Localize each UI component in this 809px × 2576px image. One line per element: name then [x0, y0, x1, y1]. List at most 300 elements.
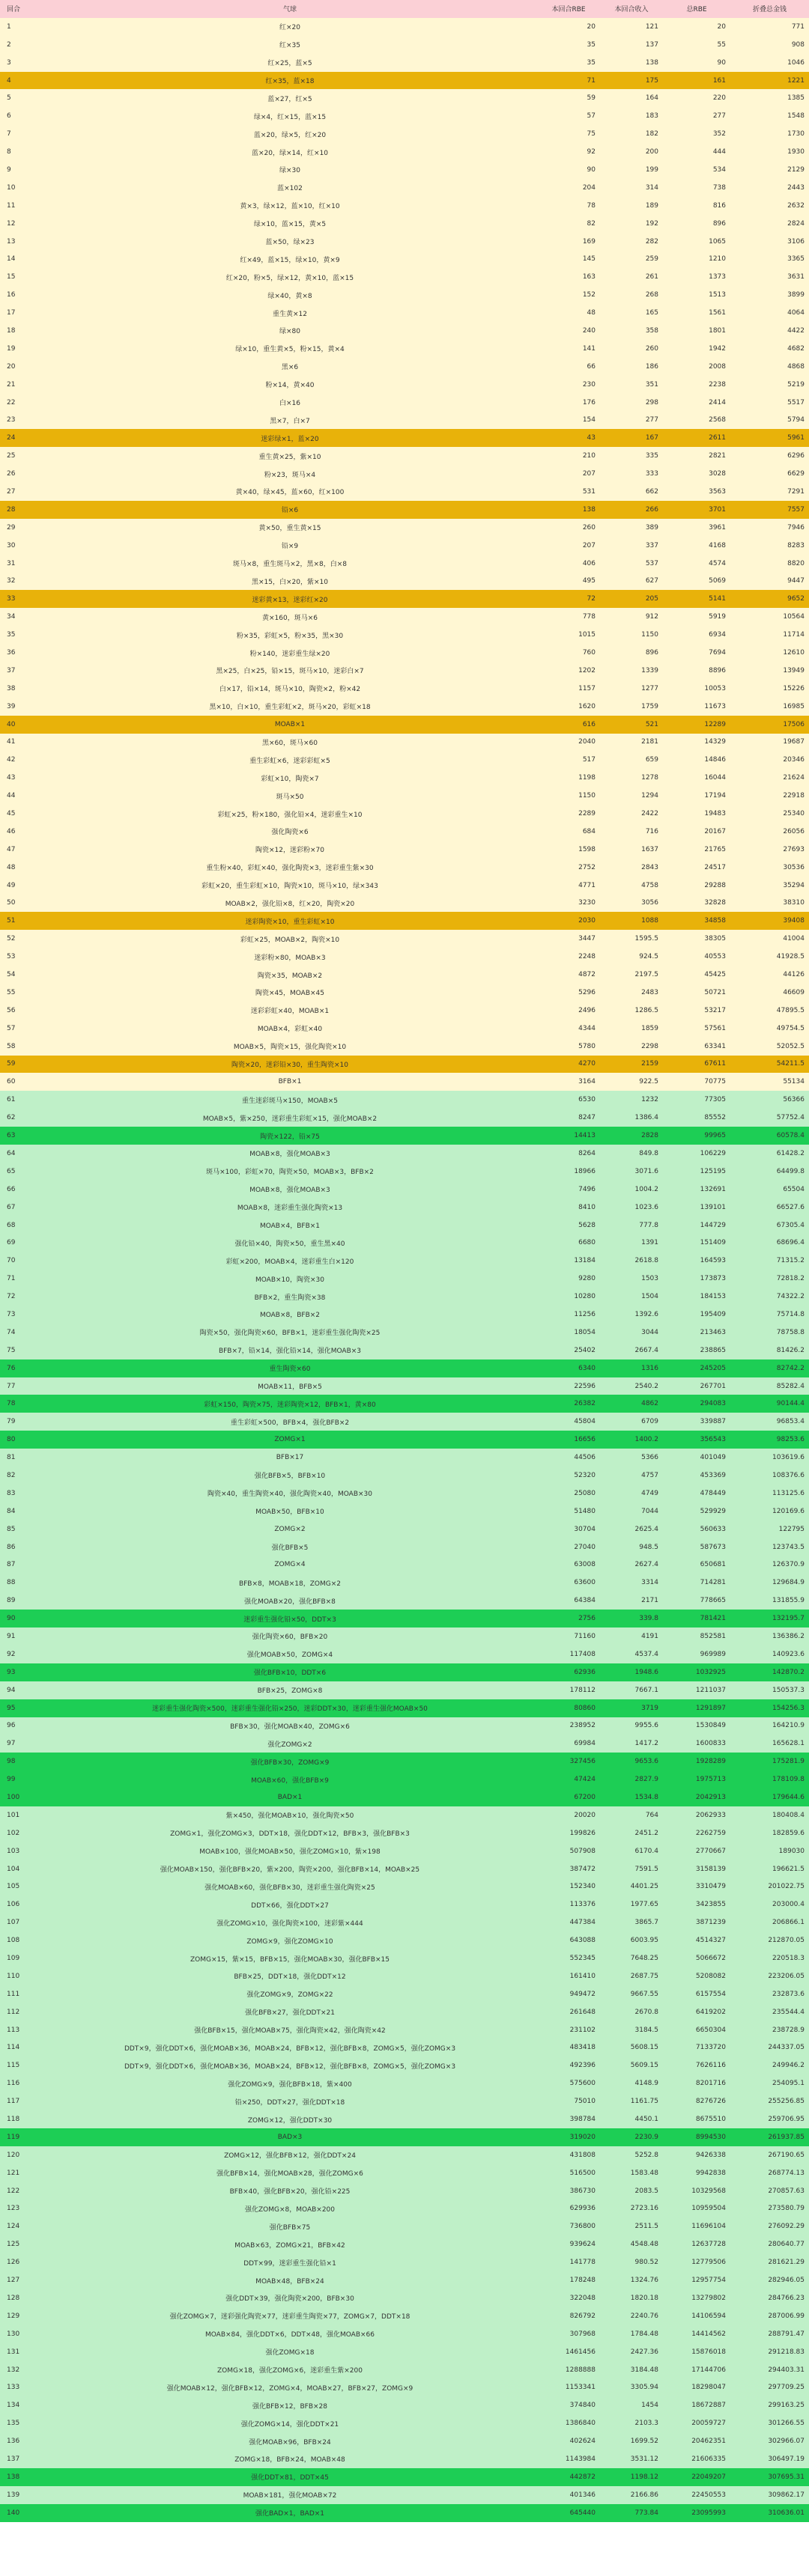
cell-total-cash: 238728.9 [772, 2026, 805, 2034]
cell-round-rbe: 230 [582, 380, 596, 389]
cell-bloons: 红×49，蓝×15，绿×10，黄×9 [240, 256, 340, 264]
cell-bloons: 强化BFB×75 [269, 2223, 311, 2232]
cell-round-income: 277 [645, 416, 658, 424]
cell-round-rbe: 307968 [569, 2330, 596, 2338]
cell-round-rbe: 80860 [574, 1704, 596, 1712]
cell-bloons: 绿×80 [279, 328, 300, 336]
cell-round-rbe: 82 [587, 219, 596, 228]
table-row [0, 2271, 809, 2289]
cell-bloons: ZOMG×9，强化ZOMG×10 [246, 1937, 333, 1946]
cell-total-rbe: 12637728 [691, 2241, 726, 2249]
cell-round-income: 2511.5 [634, 2223, 658, 2231]
cell-round: 26 [7, 470, 16, 478]
cell-bloons: 粉×23，斑马×4 [264, 471, 316, 479]
table-row [0, 984, 809, 1002]
cell-round: 2 [7, 40, 11, 49]
cell-total-rbe: 2262759 [695, 1829, 726, 1837]
cell-total-rbe: 164593 [700, 1257, 726, 1265]
cell-round-income: 9653.6 [634, 1758, 658, 1766]
cell-round: 76 [7, 1364, 16, 1372]
cell-total-rbe: 213463 [700, 1328, 726, 1336]
cell-bloons: 黄×160，斑马×6 [262, 614, 318, 622]
cell-total-cash: 281621.29 [768, 2259, 805, 2267]
cell-total-rbe: 38305 [704, 935, 726, 943]
cell-round: 93 [7, 1668, 16, 1676]
cell-round-rbe: 67200 [574, 1794, 596, 1801]
cell-round-rbe: 402624 [569, 2438, 596, 2446]
cell-round: 66 [7, 1185, 16, 1193]
cell-round-income: 2171 [641, 1597, 658, 1605]
cell-round-rbe: 154 [582, 416, 596, 424]
header-total-cash: 折叠总金钱 [730, 0, 809, 18]
cell-total-rbe: 356543 [700, 1436, 726, 1444]
cell-total-rbe: 14106594 [691, 2312, 726, 2320]
table-row [0, 2003, 809, 2021]
cell-total-rbe: 161 [712, 76, 726, 85]
cell-total-cash: 82742.2 [776, 1364, 805, 1372]
cell-total-rbe: 4574 [709, 559, 726, 567]
cell-round-rbe: 22596 [574, 1382, 596, 1390]
cell-bloons: 彩虹×10，陶瓷×7 [261, 775, 319, 783]
cell-total-cash: 154256.3 [772, 1704, 805, 1712]
cell-round-rbe: 1157 [578, 684, 596, 692]
cell-total-cash: 268774.13 [768, 2169, 805, 2177]
cell-round: 122 [7, 2187, 20, 2195]
cell-total-rbe: 3701 [709, 505, 726, 514]
table-row [0, 662, 809, 680]
cell-bloons: 斑马×50 [276, 793, 304, 801]
table-row [0, 268, 809, 286]
cell-bloons: MOAB×8，迷彩重生强化陶瓷×13 [237, 1205, 343, 1213]
cell-total-cash: 8820 [787, 559, 805, 567]
cell-round: 110 [7, 1972, 20, 1980]
cell-total-cash: 3106 [787, 237, 805, 246]
table-row [0, 841, 809, 859]
table-row [0, 680, 809, 698]
cell-total-rbe: 8276726 [695, 2098, 726, 2106]
cell-round: 113 [7, 2026, 20, 2034]
cell-round-income: 4450.1 [634, 2116, 658, 2124]
cell-round-rbe: 6680 [578, 1239, 596, 1247]
cell-total-rbe: 529929 [700, 1507, 726, 1515]
cell-round-rbe: 387472 [569, 1865, 596, 1873]
cell-total-cash: 4682 [787, 344, 805, 353]
cell-round-income: 4757 [641, 1471, 658, 1479]
table-row [0, 751, 809, 769]
cell-round-income: 205 [645, 595, 658, 603]
cell-bloons: 粉×14，黄×40 [265, 382, 315, 390]
table-row [0, 1377, 809, 1395]
cell-total-rbe: 9942838 [695, 2169, 726, 2177]
cell-round-income: 4758 [641, 881, 658, 889]
cell-bloons: 红×20，粉×5，绿×12，黄×10，蓝×15 [225, 274, 354, 282]
cell-round: 3 [7, 58, 11, 67]
cell-total-rbe: 29288 [704, 881, 726, 889]
cell-round-income: 1504 [641, 1293, 658, 1301]
header-total-rbe: 总RBE [663, 0, 730, 18]
cell-bloons: BFB×17 [276, 1454, 304, 1462]
cell-round-income: 4749 [641, 1489, 658, 1497]
cell-total-rbe: 24517 [704, 863, 726, 871]
cell-bloons: 强化BFB×5 [271, 1544, 309, 1553]
cell-total-rbe: 1210 [709, 255, 726, 264]
cell-round: 57 [7, 1024, 16, 1032]
cell-bloons: 紫×450，强化MOAB×10，强化陶瓷×50 [225, 1812, 354, 1821]
cell-round-rbe: 406 [582, 559, 596, 567]
cell-round: 11 [7, 201, 16, 210]
cell-round-income: 2827.9 [634, 1776, 658, 1784]
cell-round-rbe: 20 [587, 22, 596, 31]
table-row [0, 2039, 809, 2057]
cell-total-cash: 46609 [783, 988, 805, 996]
cell-round-rbe: 18966 [574, 1167, 596, 1175]
cell-round-rbe: 319020 [569, 2133, 596, 2141]
cell-round: 21 [7, 380, 16, 389]
cell-round-income: 337 [645, 541, 658, 549]
cell-round-income: 1759 [641, 702, 658, 710]
cell-round-income: 1324.76 [630, 2277, 658, 2285]
table-row [0, 895, 809, 913]
cell-round-rbe: 401346 [569, 2491, 596, 2499]
cell-total-cash: 276092.29 [768, 2223, 805, 2231]
cell-round: 53 [7, 953, 16, 961]
cell-total-cash: 71315.2 [776, 1257, 805, 1265]
table-row [0, 447, 809, 465]
cell-round: 37 [7, 666, 16, 675]
cell-round-income: 849.8 [639, 1149, 658, 1157]
cell-bloons: 黑×6 [281, 364, 299, 372]
cell-bloons: 彩虹×20，重生彩虹×10，陶瓷×10，斑马×10，绿×343 [202, 883, 378, 891]
cell-total-cash: 132195.7 [772, 1615, 805, 1623]
cell-total-rbe: 22450553 [691, 2491, 726, 2499]
cell-bloons: 强化BFB×14，强化MOAB×28，强化ZOMG×6 [216, 2170, 363, 2178]
cell-total-rbe: 1530849 [695, 1722, 726, 1730]
table-row [0, 179, 809, 197]
cell-total-cash: 55134 [783, 1078, 805, 1086]
cell-total-cash: 206866.1 [772, 1919, 805, 1927]
cell-round-rbe: 75 [587, 130, 596, 138]
cell-round: 59 [7, 1060, 16, 1068]
cell-round-rbe: 69984 [574, 1740, 596, 1748]
cell-total-rbe: 2568 [709, 416, 726, 424]
cell-bloons: 陶瓷×40，重生陶瓷×40，强化陶瓷×40，MOAB×30 [207, 1491, 372, 1499]
cell-total-cash: 1221 [787, 76, 805, 85]
cell-bloons: 迷彩重生强化陶瓷×500，迷彩重生强化铅×250，迷彩DDT×30，迷彩重生强化MOAB×50 [152, 1705, 428, 1714]
cell-total-cash: 44126 [783, 971, 805, 979]
cell-round-rbe: 141 [582, 344, 596, 353]
cell-round-rbe: 826792 [569, 2312, 596, 2320]
table-row [0, 1931, 809, 1949]
cell-round-income: 175 [645, 76, 658, 85]
cell-total-rbe: 714281 [700, 1579, 726, 1587]
cell-round-income: 7044 [641, 1507, 658, 1515]
cell-round-income: 6003.95 [630, 1937, 658, 1945]
cell-total-cash: 203000.4 [772, 1901, 805, 1909]
cell-round-rbe: 178248 [569, 2277, 596, 2285]
cell-round-rbe: 63600 [574, 1579, 596, 1587]
cell-total-rbe: 534 [712, 165, 726, 174]
cell-bloons: 白×16 [279, 400, 300, 408]
cell-round-rbe: 629936 [569, 2205, 596, 2213]
cell-total-cash: 30536 [783, 863, 805, 871]
cell-bloons: MOAB×8，BFB×2 [259, 1312, 321, 1320]
cell-round-income: 3184.48 [630, 2366, 658, 2374]
cell-round-rbe: 9280 [578, 1275, 596, 1283]
cell-round: 92 [7, 1650, 16, 1658]
cell-round-rbe: 78 [587, 201, 596, 210]
cell-round-income: 1583.48 [630, 2169, 658, 2177]
table-row [0, 877, 809, 895]
cell-round-rbe: 6530 [578, 1096, 596, 1104]
cell-round-rbe: 2289 [578, 810, 596, 818]
cell-bloons: 彩虹×200，MOAB×4，迷彩重生白×120 [225, 1258, 354, 1266]
cell-total-rbe: 144729 [700, 1221, 726, 1229]
table-row [0, 2361, 809, 2379]
cell-total-rbe: 55 [717, 40, 726, 49]
cell-bloons: MOAB×4，BFB×1 [259, 1222, 321, 1230]
table-row [0, 537, 809, 555]
cell-total-rbe: 245205 [700, 1364, 726, 1372]
cell-total-rbe: 2821 [709, 452, 726, 460]
cell-round: 117 [7, 2098, 20, 2106]
cell-bloons: 强化BFB×15，强化MOAB×75，强化陶瓷×42，强化陶瓷×42 [194, 2027, 386, 2035]
cell-total-rbe: 9426338 [695, 2151, 726, 2159]
cell-bloons: 黑×60，斑马×60 [262, 739, 318, 747]
cell-round-rbe: 90 [587, 165, 596, 174]
cell-round-income: 2083.5 [634, 2187, 658, 2195]
cell-total-cash: 16985 [783, 702, 805, 710]
cell-round-income: 266 [645, 505, 658, 514]
table-row [0, 1217, 809, 1234]
cell-total-cash: 299163.25 [768, 2402, 805, 2410]
cell-total-cash: 35294 [783, 881, 805, 889]
cell-total-rbe: 34858 [704, 917, 726, 925]
cell-round-rbe: 210 [582, 452, 596, 460]
cell-round: 97 [7, 1740, 16, 1748]
cell-total-cash: 103619.6 [772, 1454, 805, 1462]
cell-total-cash: 56366 [783, 1096, 805, 1104]
cell-total-rbe: 778665 [700, 1597, 726, 1605]
table-row [0, 1967, 809, 1985]
cell-round: 115 [7, 2062, 20, 2070]
table-row [0, 1324, 809, 1342]
cell-round: 42 [7, 756, 16, 764]
cell-total-cash: 22918 [783, 792, 805, 800]
cell-total-cash: 9447 [787, 577, 805, 585]
table-row [0, 1252, 809, 1270]
cell-total-cash: 1385 [787, 94, 805, 103]
cell-round-income: 358 [645, 326, 658, 335]
table-row [0, 1502, 809, 1520]
cell-bloons: 铅×6 [281, 507, 299, 515]
cell-round-income: 183 [645, 112, 658, 121]
cell-round-income: 1198.12 [630, 2473, 658, 2481]
cell-round: 13 [7, 237, 16, 246]
cell-bloons: BFB×8，MOAB×18，ZOMG×2 [238, 1580, 342, 1588]
header-round: 回合 [0, 0, 43, 18]
cell-total-cash: 60578.4 [776, 1132, 805, 1140]
cell-round: 134 [7, 2402, 20, 2410]
cell-total-cash: 13949 [783, 666, 805, 675]
cell-round: 62 [7, 1114, 16, 1122]
table-row [0, 2253, 809, 2271]
cell-round-income: 3865.7 [634, 1919, 658, 1927]
cell-round-rbe: 207 [582, 470, 596, 478]
cell-bloons: MOAB×5，陶瓷×15，强化陶瓷×10 [233, 1044, 347, 1052]
cell-total-rbe: 10053 [704, 684, 726, 692]
cell-total-cash: 287006.99 [768, 2312, 805, 2320]
cell-total-cash: 8283 [787, 541, 805, 549]
cell-bloons: 红×20 [279, 24, 300, 32]
cell-bloons: MOAB×8，强化MOAB×3 [249, 1187, 330, 1195]
cell-round: 119 [7, 2133, 20, 2141]
table-row [0, 2486, 809, 2504]
cell-round: 131 [7, 2348, 20, 2356]
cell-round: 47 [7, 845, 16, 853]
cell-round: 85 [7, 1525, 16, 1533]
table-row [0, 2056, 809, 2074]
cell-round-rbe: 2248 [578, 953, 596, 961]
cell-total-cash: 65504 [783, 1185, 805, 1193]
cell-round-income: 3044 [641, 1328, 658, 1336]
cell-round: 20 [7, 362, 16, 371]
cell-round: 7 [7, 130, 11, 138]
cell-round-income: 9667.55 [630, 1990, 658, 1998]
cell-bloons: DDT×66，强化DDT×27 [251, 1901, 329, 1910]
cell-round-rbe: 516500 [569, 2169, 596, 2177]
cell-round-income: 4537.4 [634, 1650, 658, 1658]
cell-total-cash: 25340 [783, 810, 805, 818]
cell-total-cash: 21624 [783, 774, 805, 782]
cell-bloons: DDT×99，迷彩重生强化铅×1 [243, 2259, 336, 2268]
table-row [0, 823, 809, 841]
cell-round: 29 [7, 523, 16, 532]
cell-bloons: ZOMG×2 [274, 1525, 306, 1533]
cell-round: 25 [7, 452, 16, 460]
cell-bloons: BFB×7，铅×14，强化铅×14，强化MOAB×3 [218, 1348, 362, 1356]
cell-total-rbe: 18672887 [691, 2402, 726, 2410]
cell-total-rbe: 173873 [700, 1275, 726, 1283]
cell-round-rbe: 25402 [574, 1346, 596, 1354]
cell-total-rbe: 1513 [709, 291, 726, 299]
cell-round-rbe: 11256 [574, 1310, 596, 1318]
cell-round: 82 [7, 1471, 16, 1479]
cell-round: 102 [7, 1829, 20, 1837]
cell-total-rbe: 57561 [704, 1024, 726, 1032]
cell-total-rbe: 401049 [700, 1454, 726, 1462]
cell-round-rbe: 10280 [574, 1293, 596, 1301]
table-row [0, 1770, 809, 1788]
cell-round: 120 [7, 2151, 20, 2159]
cell-total-cash: 307695.31 [768, 2473, 805, 2481]
cell-total-cash: 15226 [783, 684, 805, 692]
cell-round-rbe: 447384 [569, 1919, 596, 1927]
cell-bloons: 蓝×20，绿×5，红×20 [253, 131, 327, 139]
cell-bloons: 迷彩彩虹×40，MOAB×1 [250, 1008, 330, 1016]
cell-bloons: MOAB×100，强化MOAB×50，强化ZOMG×10，紫×198 [199, 1848, 381, 1857]
table-row [0, 1073, 809, 1091]
cell-total-rbe: 3310479 [695, 1883, 726, 1891]
cell-bloons: 强化MOAB×60，强化BFB×30，迷彩重生强化陶瓷×25 [204, 1884, 375, 1892]
cell-round-income: 2166.86 [630, 2491, 658, 2499]
cell-round-income: 2667.4 [634, 1346, 658, 1354]
cell-bloons: 迷彩绿×1，蓝×20 [261, 435, 319, 443]
table-row [0, 1002, 809, 1020]
cell-round: 24 [7, 434, 16, 442]
cell-round-rbe: 8247 [578, 1114, 596, 1122]
cell-round-income: 7648.25 [630, 1955, 658, 1963]
cell-round: 6 [7, 112, 11, 121]
cell-total-rbe: 20462351 [691, 2438, 726, 2446]
cell-bloons: 强化BFB×30，ZOMG×9 [250, 1759, 330, 1767]
cell-round-rbe: 64384 [574, 1597, 596, 1605]
cell-bloons: DDT×9，强化DDT×6，强化MOAB×36，MOAB×24，BFB×12，强化BFB×8，ZOMG×5，强化ZOMG×3 [124, 2044, 456, 2053]
cell-round-rbe: 778 [582, 613, 596, 621]
cell-bloons: 重生陶瓷×60 [269, 1365, 311, 1374]
cell-round-income: 2627.4 [634, 1561, 658, 1569]
cell-bloons: 强化MOAB×150，强化BFB×20，紫×200，陶瓷×200，强化BFB×14，MOAB×25 [160, 1866, 420, 1875]
cell-total-cash: 5961 [787, 434, 805, 442]
cell-round-rbe: 4771 [578, 881, 596, 889]
cell-round-rbe: 643088 [569, 1937, 596, 1945]
cell-total-cash: 1046 [787, 58, 805, 67]
cell-round: 1 [7, 22, 11, 31]
table-row [0, 1163, 809, 1181]
cell-total-rbe: 1211037 [695, 1686, 726, 1694]
table-row [0, 1091, 809, 1109]
cell-total-cash: 9652 [787, 595, 805, 603]
table-row [0, 1181, 809, 1199]
cell-bloons: 陶瓷×122，铅×75 [260, 1133, 320, 1141]
cell-round-income: 333 [645, 470, 658, 478]
cell-round-rbe: 145 [582, 255, 596, 264]
cell-round-income: 627 [645, 577, 658, 585]
cell-bloons: 陶瓷×12，迷彩粉×70 [255, 847, 324, 855]
header-round-rbe: 本回合RBE [537, 0, 600, 18]
cell-round: 94 [7, 1686, 16, 1694]
table-row [0, 519, 809, 537]
cell-total-rbe: 1928289 [695, 1758, 726, 1766]
cell-bloons: 红×25，蓝×5 [267, 60, 312, 68]
cell-bloons: 蓝×102 [277, 185, 303, 193]
cell-round-income: 1232 [641, 1096, 658, 1104]
cell-round: 135 [7, 2420, 20, 2428]
cell-bloons: 强化BFB×27，强化DDT×21 [245, 2009, 335, 2018]
cell-round-income: 121 [645, 22, 658, 31]
cell-total-rbe: 7626116 [695, 2062, 726, 2070]
cell-total-cash: 4064 [787, 309, 805, 317]
cell-total-cash: 11714 [783, 631, 805, 639]
cell-round-rbe: 2030 [578, 917, 596, 925]
table-row [0, 483, 809, 501]
cell-total-cash: 41004 [783, 935, 805, 943]
table-row [0, 1985, 809, 2003]
cell-round-rbe: 113376 [569, 1901, 596, 1909]
cell-bloons: 红×35，蓝×18 [265, 78, 315, 85]
cell-total-cash: 5517 [787, 398, 805, 407]
cell-round-income: 4191 [641, 1632, 658, 1640]
cell-round-rbe: 2756 [578, 1615, 596, 1623]
cell-round-income: 200 [645, 148, 658, 156]
cell-bloons: 强化ZOMG×18 [265, 2349, 315, 2357]
cell-total-cash: 294403.31 [768, 2366, 805, 2374]
cell-round-income: 137 [645, 40, 658, 49]
table-row [0, 1913, 809, 1931]
cell-total-rbe: 14414562 [691, 2330, 726, 2338]
cell-total-rbe: 5069 [709, 577, 726, 585]
table-row [0, 1288, 809, 1306]
cell-round-income: 1454 [641, 2402, 658, 2410]
